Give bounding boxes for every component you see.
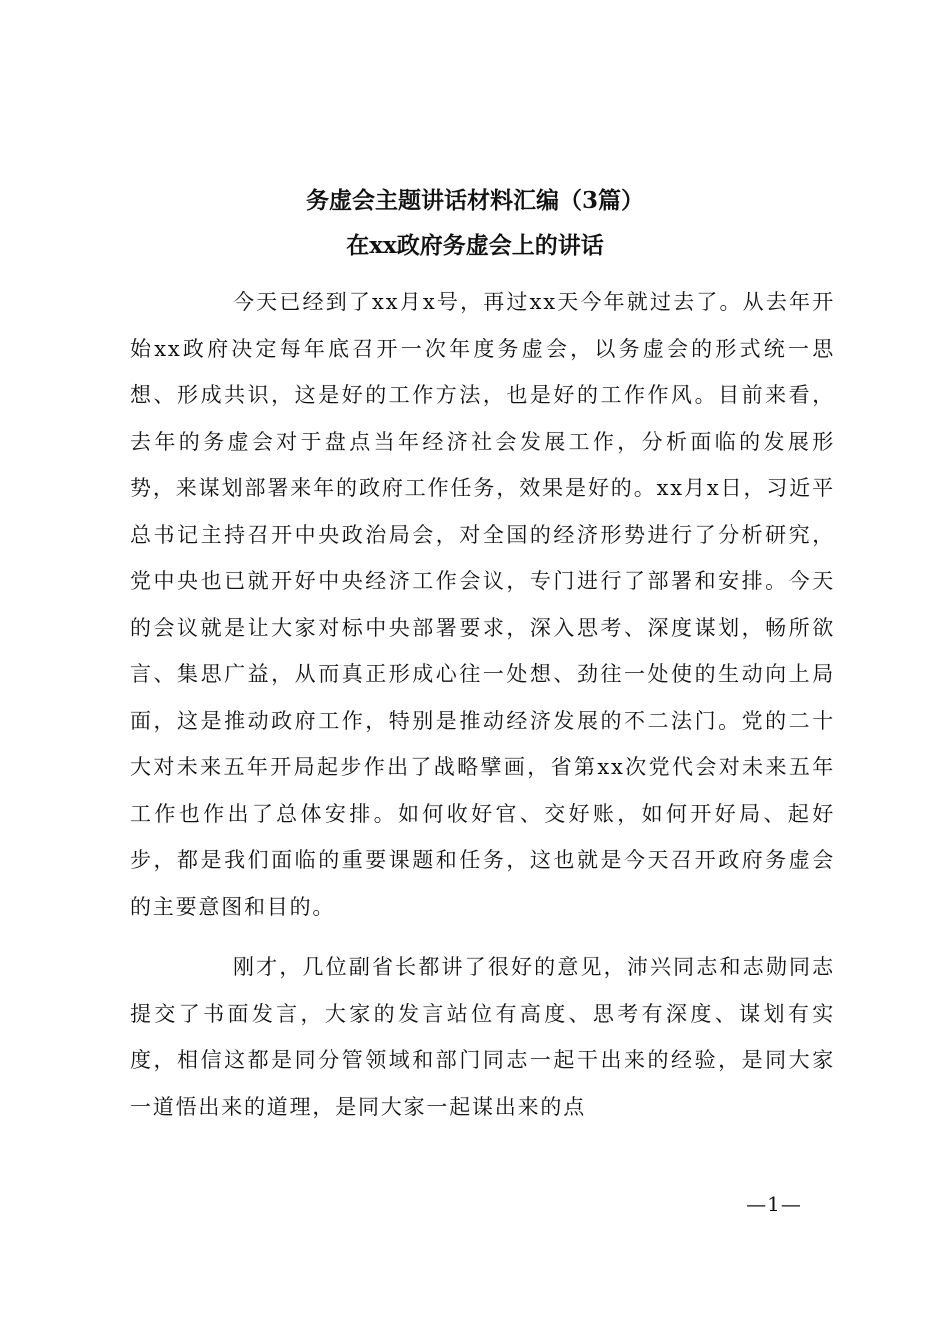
collection-title: 务虚会主题讲话材料汇编（3篇） — [305, 187, 644, 214]
paragraph-2: 刚才，几位副省长都讲了很好的意见，沛兴同志和志勋同志提交了书面发言，大家的发言站位有高度、思考有深度、谋划有实度，相信这都是同分管领域和部门同志一起干出来的经验，是同大家一道悟出来的道理，是同大家一起谋出来的点 — [130, 955, 835, 1119]
speech-title: 在xx政府务虚会上的讲话 — [346, 232, 604, 259]
paragraph-1: 今天已经到了xx月x号，再过xx天今年就过去了。从去年开始xx政府决定每年底召开一次年度务虚会，以务虚会的形式统一思想、形成共识，这是好的工作方法，也是好的工作作风。目前来看，去年的务虚会对于盘点当年经济社会发展工作，分析面临的发展形势，来谋划部署来年的政府工作任务，效果是好的。xx月x日，习近平总书记主持召开中央政治局会，对全国的经济形势进行了分析研究，党中央也已就开好中央经济工作会议，专门进行了部署和安排。今天的会议就是让大家对标中央部署要求，深入思考、深度谋划，畅所欲言、集思广益，从而真正形成心往一处想、劲往一处使的生动向上局面，这是推动政府工作，特别是推动经济发展的不二法门。党的二十大对未来五年开局起步作出了战略擘画，省第xx次党代会对未来五年工作也作出了总体安排。如何收好官、交好账，如何开好局、起好步，都是我们面临的重要课题和任务，这也就是今天召开政府务虚会的主要意图和目的。 — [130, 290, 835, 919]
speech-body — [130, 279, 835, 1130]
page-number: —1— — [746, 1192, 802, 1216]
